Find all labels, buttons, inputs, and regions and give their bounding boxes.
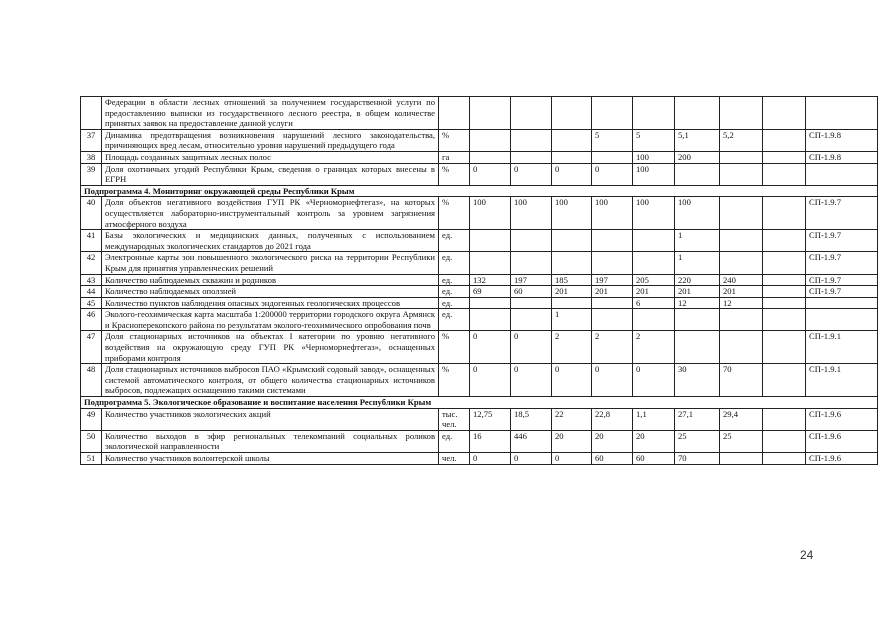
code-cell: СП-1.9.6	[806, 430, 878, 452]
value-cell	[720, 163, 763, 185]
value-cell	[592, 97, 633, 130]
value-cell	[592, 309, 633, 331]
table-row	[81, 408, 878, 430]
value-cell: 100	[633, 151, 675, 163]
value-cell: 201	[592, 286, 633, 298]
code-cell: СП-1.9.6	[806, 408, 878, 430]
value-cell	[720, 252, 763, 274]
value-cell	[763, 331, 806, 364]
indicator-description: Количество участников волонтерской школы	[102, 453, 439, 465]
table-row	[81, 453, 878, 465]
table-row	[81, 364, 878, 397]
value-cell	[763, 297, 806, 309]
value-cell	[720, 309, 763, 331]
value-cell	[633, 309, 675, 331]
indicator-description: Количество наблюдаемых оползней	[102, 286, 439, 298]
indicator-description: Электронные карты зон повышенного экологического риска на территории Республики Крым для принятия управленческих решений	[102, 252, 439, 274]
value-cell	[633, 252, 675, 274]
value-cell: 60	[592, 453, 633, 465]
code-cell: СП-1.9.7	[806, 230, 878, 252]
section-row	[81, 185, 878, 197]
value-cell: 22,8	[592, 408, 633, 430]
value-cell: 2	[552, 331, 592, 364]
value-cell: 12,75	[470, 408, 511, 430]
indicator-description: Количество участников экологических акций	[102, 408, 439, 430]
value-cell	[763, 129, 806, 151]
value-cell: 1	[675, 252, 720, 274]
row-number: 41	[81, 230, 102, 252]
value-cell	[552, 151, 592, 163]
page-number: 24	[800, 548, 814, 562]
value-cell	[675, 331, 720, 364]
value-cell: 185	[552, 274, 592, 286]
code-cell: СП-1.9.8	[806, 151, 878, 163]
value-cell	[511, 151, 552, 163]
value-cell	[720, 197, 763, 230]
table-row	[81, 197, 878, 230]
value-cell: 18,5	[511, 408, 552, 430]
value-cell	[592, 252, 633, 274]
code-cell: СП-1.9.7	[806, 197, 878, 230]
value-cell: 0	[511, 163, 552, 185]
value-cell: 240	[720, 274, 763, 286]
value-cell	[633, 97, 675, 130]
value-cell: 0	[511, 453, 552, 465]
value-cell	[552, 129, 592, 151]
value-cell: 100	[675, 197, 720, 230]
value-cell	[511, 252, 552, 274]
value-cell: 100	[552, 197, 592, 230]
row-number: 47	[81, 331, 102, 364]
table-row	[81, 97, 878, 130]
value-cell: 100	[511, 197, 552, 230]
table-row	[81, 309, 878, 331]
value-cell	[763, 453, 806, 465]
value-cell: 0	[470, 453, 511, 465]
indicator-description: Площадь созданных защитных лесных полос	[102, 151, 439, 163]
row-number: 44	[81, 286, 102, 298]
value-cell	[470, 97, 511, 130]
value-cell: 0	[592, 364, 633, 397]
value-cell: 22	[552, 408, 592, 430]
code-cell	[806, 309, 878, 331]
indicator-description: Доля стационарных источников на объектах I категории по уровню негативного воздействия на окружающую среду ГУП РК «Черноморнефтегаз», оснащенных приборами контроля	[102, 331, 439, 364]
value-cell: 0	[552, 364, 592, 397]
value-cell	[763, 197, 806, 230]
value-cell	[470, 297, 511, 309]
value-cell: 20	[592, 430, 633, 452]
unit-cell: тыс. чел.	[439, 408, 470, 430]
unit-cell: га	[439, 151, 470, 163]
section-title: Подпрограмма 5. Экологическое образование и воспитание населения Республики Крым	[81, 397, 878, 409]
value-cell: 2	[633, 331, 675, 364]
value-cell: 70	[675, 453, 720, 465]
indicators-table	[80, 96, 878, 465]
value-cell: 0	[633, 364, 675, 397]
value-cell	[511, 129, 552, 151]
value-cell: 205	[633, 274, 675, 286]
value-cell: 1,1	[633, 408, 675, 430]
value-cell: 201	[552, 286, 592, 298]
value-cell: 69	[470, 286, 511, 298]
value-cell	[720, 151, 763, 163]
indicator-description: Количество наблюдаемых скважин и родников	[102, 274, 439, 286]
value-cell: 60	[633, 453, 675, 465]
table-row	[81, 430, 878, 452]
value-cell	[592, 151, 633, 163]
indicator-description: Федерации в области лесных отношений за получением государственной услуги по предоставлению выписки из государственного лесного реестра, в общем количестве принятых заявок на предоставление данной услуги	[102, 97, 439, 130]
table-row	[81, 230, 878, 252]
value-cell: 6	[633, 297, 675, 309]
row-number: 45	[81, 297, 102, 309]
value-cell: 5,2	[720, 129, 763, 151]
row-number: 37	[81, 129, 102, 151]
section-title: Подпрограмма 4. Мониторинг окружающей среды Республики Крым	[81, 185, 878, 197]
indicator-description: Количество пунктов наблюдения опасных эндогенных геологических процессов	[102, 297, 439, 309]
value-cell	[592, 297, 633, 309]
value-cell: 220	[675, 274, 720, 286]
unit-cell: %	[439, 163, 470, 185]
indicator-description: Базы экологических и медицинских данных, полученных с использованием международных экологических стандартов до 2021 года	[102, 230, 439, 252]
value-cell	[511, 97, 552, 130]
value-cell	[763, 230, 806, 252]
row-number: 48	[81, 364, 102, 397]
value-cell	[763, 274, 806, 286]
value-cell	[675, 309, 720, 331]
value-cell	[592, 230, 633, 252]
table-row	[81, 151, 878, 163]
row-number: 39	[81, 163, 102, 185]
value-cell: 0	[552, 163, 592, 185]
value-cell: 0	[511, 331, 552, 364]
value-cell	[763, 408, 806, 430]
value-cell	[552, 230, 592, 252]
value-cell	[633, 230, 675, 252]
value-cell	[470, 129, 511, 151]
value-cell	[763, 252, 806, 274]
value-cell	[720, 331, 763, 364]
value-cell	[675, 163, 720, 185]
row-number: 40	[81, 197, 102, 230]
value-cell: 5,1	[675, 129, 720, 151]
value-cell	[763, 286, 806, 298]
value-cell: 0	[470, 331, 511, 364]
value-cell	[511, 297, 552, 309]
value-cell	[763, 151, 806, 163]
value-cell	[763, 97, 806, 130]
row-number: 50	[81, 430, 102, 452]
unit-cell: чел.	[439, 453, 470, 465]
value-cell	[470, 309, 511, 331]
table-row	[81, 129, 878, 151]
value-cell: 5	[633, 129, 675, 151]
unit-cell: ед.	[439, 274, 470, 286]
value-cell: 1	[552, 309, 592, 331]
value-cell: 60	[511, 286, 552, 298]
unit-cell: ед.	[439, 230, 470, 252]
table-row	[81, 331, 878, 364]
value-cell: 201	[675, 286, 720, 298]
value-cell	[552, 97, 592, 130]
unit-cell: ед.	[439, 297, 470, 309]
table-row	[81, 286, 878, 298]
value-cell: 100	[633, 197, 675, 230]
value-cell	[720, 230, 763, 252]
table-row	[81, 274, 878, 286]
code-cell: СП-1.9.7	[806, 252, 878, 274]
unit-cell: ед.	[439, 286, 470, 298]
code-cell: СП-1.9.1	[806, 331, 878, 364]
value-cell: 29,4	[720, 408, 763, 430]
value-cell: 0	[511, 364, 552, 397]
indicator-description: Доля охотничьих угодий Республики Крым, сведения о границах которых внесены в ЕГРН	[102, 163, 439, 185]
row-number: 51	[81, 453, 102, 465]
value-cell	[511, 309, 552, 331]
value-cell: 132	[470, 274, 511, 286]
code-cell: СП-1.9.7	[806, 274, 878, 286]
value-cell: 20	[552, 430, 592, 452]
value-cell: 1	[675, 230, 720, 252]
unit-cell: ед.	[439, 430, 470, 452]
value-cell: 100	[592, 197, 633, 230]
value-cell	[720, 453, 763, 465]
value-cell: 16	[470, 430, 511, 452]
value-cell: 20	[633, 430, 675, 452]
value-cell: 201	[720, 286, 763, 298]
row-number	[81, 97, 102, 130]
value-cell: 5	[592, 129, 633, 151]
table-row	[81, 163, 878, 185]
value-cell	[675, 97, 720, 130]
value-cell: 12	[720, 297, 763, 309]
value-cell: 30	[675, 364, 720, 397]
value-cell	[470, 230, 511, 252]
value-cell: 197	[592, 274, 633, 286]
unit-cell	[439, 97, 470, 130]
value-cell	[552, 252, 592, 274]
value-cell: 197	[511, 274, 552, 286]
value-cell: 0	[592, 163, 633, 185]
code-cell	[806, 97, 878, 130]
unit-cell: %	[439, 331, 470, 364]
value-cell	[763, 309, 806, 331]
unit-cell: ед.	[439, 309, 470, 331]
row-number: 46	[81, 309, 102, 331]
table-row	[81, 297, 878, 309]
value-cell: 100	[633, 163, 675, 185]
row-number: 42	[81, 252, 102, 274]
indicator-description: Количество выходов в эфир региональных телекомпаний социальных роликов экологической направленности	[102, 430, 439, 452]
value-cell	[470, 252, 511, 274]
value-cell: 2	[592, 331, 633, 364]
value-cell	[552, 297, 592, 309]
code-cell	[806, 297, 878, 309]
indicator-description: Доля стационарных источников выбросов ПАО «Крымский содовый завод», оснащенных системой автоматического контроля, от общего количества стационарных источников выбросов, подлежащих оснащению такими системами	[102, 364, 439, 397]
value-cell: 25	[720, 430, 763, 452]
table-row	[81, 252, 878, 274]
value-cell	[720, 97, 763, 130]
indicator-description: Доля объектов негативного воздействия ГУП РК «Черноморнефтегаз», на которых осуществляется лабораторно-инструментальный контроль за уровнем загрязнения атмосферного воздуха	[102, 197, 439, 230]
code-cell: СП-1.9.7	[806, 286, 878, 298]
code-cell: СП-1.9.6	[806, 453, 878, 465]
value-cell: 200	[675, 151, 720, 163]
value-cell	[511, 230, 552, 252]
value-cell	[763, 364, 806, 397]
value-cell: 0	[470, 364, 511, 397]
code-cell: СП-1.9.8	[806, 129, 878, 151]
value-cell: 100	[470, 197, 511, 230]
row-number: 43	[81, 274, 102, 286]
section-row	[81, 397, 878, 409]
value-cell: 12	[675, 297, 720, 309]
unit-cell: %	[439, 197, 470, 230]
unit-cell: %	[439, 364, 470, 397]
value-cell: 446	[511, 430, 552, 452]
value-cell: 25	[675, 430, 720, 452]
value-cell: 0	[470, 163, 511, 185]
indicator-description: Динамика предотвращения возникновения нарушений лесного законодательства, причиняющих вред лесам, относительно уровня нарушений предыдущего года	[102, 129, 439, 151]
row-number: 49	[81, 408, 102, 430]
row-number: 38	[81, 151, 102, 163]
value-cell: 27,1	[675, 408, 720, 430]
value-cell: 70	[720, 364, 763, 397]
indicator-description: Эколого-геохимическая карта масштаба 1:200000 территории городского округа Армянск и Красноперекопского района по результатам эколого-геохимического опробования почв	[102, 309, 439, 331]
unit-cell: %	[439, 129, 470, 151]
value-cell	[763, 430, 806, 452]
value-cell: 201	[633, 286, 675, 298]
code-cell	[806, 163, 878, 185]
value-cell: 0	[552, 453, 592, 465]
unit-cell: ед.	[439, 252, 470, 274]
value-cell	[470, 151, 511, 163]
code-cell: СП-1.9.1	[806, 364, 878, 397]
value-cell	[763, 163, 806, 185]
